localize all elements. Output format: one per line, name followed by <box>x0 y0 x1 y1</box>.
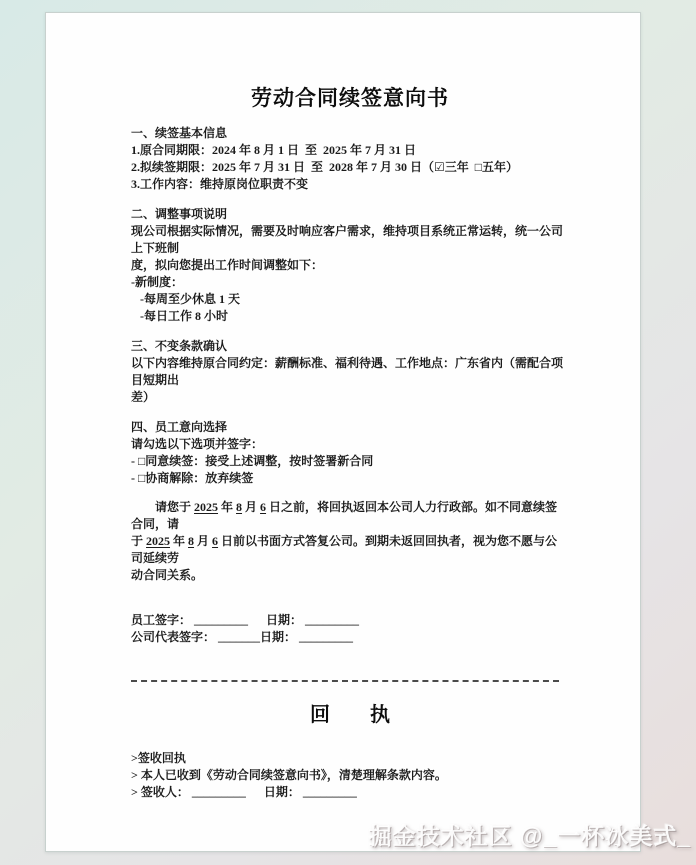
option-agree-renewal: - □同意续签：接受上述调整，按时签署新合同 <box>131 454 374 468</box>
notice-text: 日前以书面方式答复公司。到期未返回回执者，视为您不愿与公司延续劳 <box>131 534 558 565</box>
notice-line3: 动合同关系。 <box>131 568 204 582</box>
receipt-acknowledgement-line: > 本人已收到《劳动合同续签意向书》，清楚理解条款内容。 <box>131 768 447 782</box>
underlined-day: 6 <box>212 534 219 548</box>
receipt-title: 回 执 <box>310 704 390 726</box>
section2-heading: 二、调整事项说明 <box>131 207 228 221</box>
unchanged-terms-line1: 以下内容维持原合同约定：薪酬标准、福利待遇、工作地点：广东省内（需配合项目短期出 <box>131 356 564 387</box>
section-employee-choice <box>131 419 569 487</box>
renewal-term-line: 2.拟续签期限：2025 年 7 月 31 日 至 2028 年 7 月 30 日（☑三年 □五年） <box>131 160 519 174</box>
receipt-signature-line: > 签收人： _________ 日期： _________ <box>131 785 357 799</box>
notice-text: 月 <box>194 534 213 548</box>
cut-dashed-divider <box>131 680 559 682</box>
employee-signature-line: 员工签字： _________ 日期： _________ <box>131 613 360 627</box>
document-title: 劳动合同续签意向书 <box>251 86 449 110</box>
signature-block <box>131 612 569 646</box>
section-basic-info <box>131 125 569 193</box>
notice-text: 日之前，将回执返回本公司人力行政部。如不同意续签合同，请 <box>131 500 558 531</box>
option-negotiate-termination: - □协商解除：放弃续签 <box>131 471 254 485</box>
document-content <box>131 85 569 801</box>
underlined-year: 2025 <box>194 500 219 514</box>
policy-work-hours-line: -每日工作 8 小时 <box>131 309 228 323</box>
document-page <box>45 12 641 852</box>
policy-rest-day-line: -每周至少休息 1 天 <box>131 292 240 306</box>
underlined-month: 8 <box>236 500 243 514</box>
underlined-month: 8 <box>188 534 195 548</box>
section-adjustments <box>131 206 569 325</box>
section-unchanged-terms <box>131 338 569 406</box>
underlined-day: 6 <box>260 500 267 514</box>
receipt-heading-line: >签收回执 <box>131 751 186 765</box>
notice-line2 <box>131 533 569 567</box>
adjustment-paragraph-line2: 度，拟向您提出工作时间调整如下： <box>131 258 324 272</box>
deadline-notice-paragraph <box>131 499 569 584</box>
adjustment-paragraph-line1: 现公司根据实际情况，需要及时响应客户需求，维持项目系统正常运转，统一公司上下班制 <box>131 224 564 255</box>
section4-heading: 四、员工意向选择 <box>131 420 228 434</box>
choice-instruction-line: 请勾选以下选项并签字： <box>131 437 264 451</box>
receipt-section <box>131 750 569 801</box>
notice-text: 年 <box>218 500 237 514</box>
underlined-year: 2025 <box>146 534 171 548</box>
notice-text: 月 <box>242 500 261 514</box>
company-signature-line: 公司代表签字： _______日期： _________ <box>131 630 354 644</box>
notice-text: 请您于 <box>131 500 195 514</box>
original-contract-term-line: 1.原合同期限：2024 年 8 月 1 日 至 2025 年 7 月 31 日 <box>131 143 417 157</box>
work-content-line: 3.工作内容：维持原岗位职责不变 <box>131 177 309 191</box>
unchanged-terms-line2: 差） <box>131 390 156 404</box>
new-policy-label: -新制度： <box>131 275 183 289</box>
notice-line1 <box>131 499 569 533</box>
watermark-text: 掘金技术社区 @_一杯冰美式_ <box>368 823 691 849</box>
notice-text: 年 <box>170 534 189 548</box>
notice-text: 于 <box>131 534 147 548</box>
section3-heading: 三、不变条款确认 <box>131 339 228 353</box>
section1-heading: 一、续签基本信息 <box>131 126 228 140</box>
